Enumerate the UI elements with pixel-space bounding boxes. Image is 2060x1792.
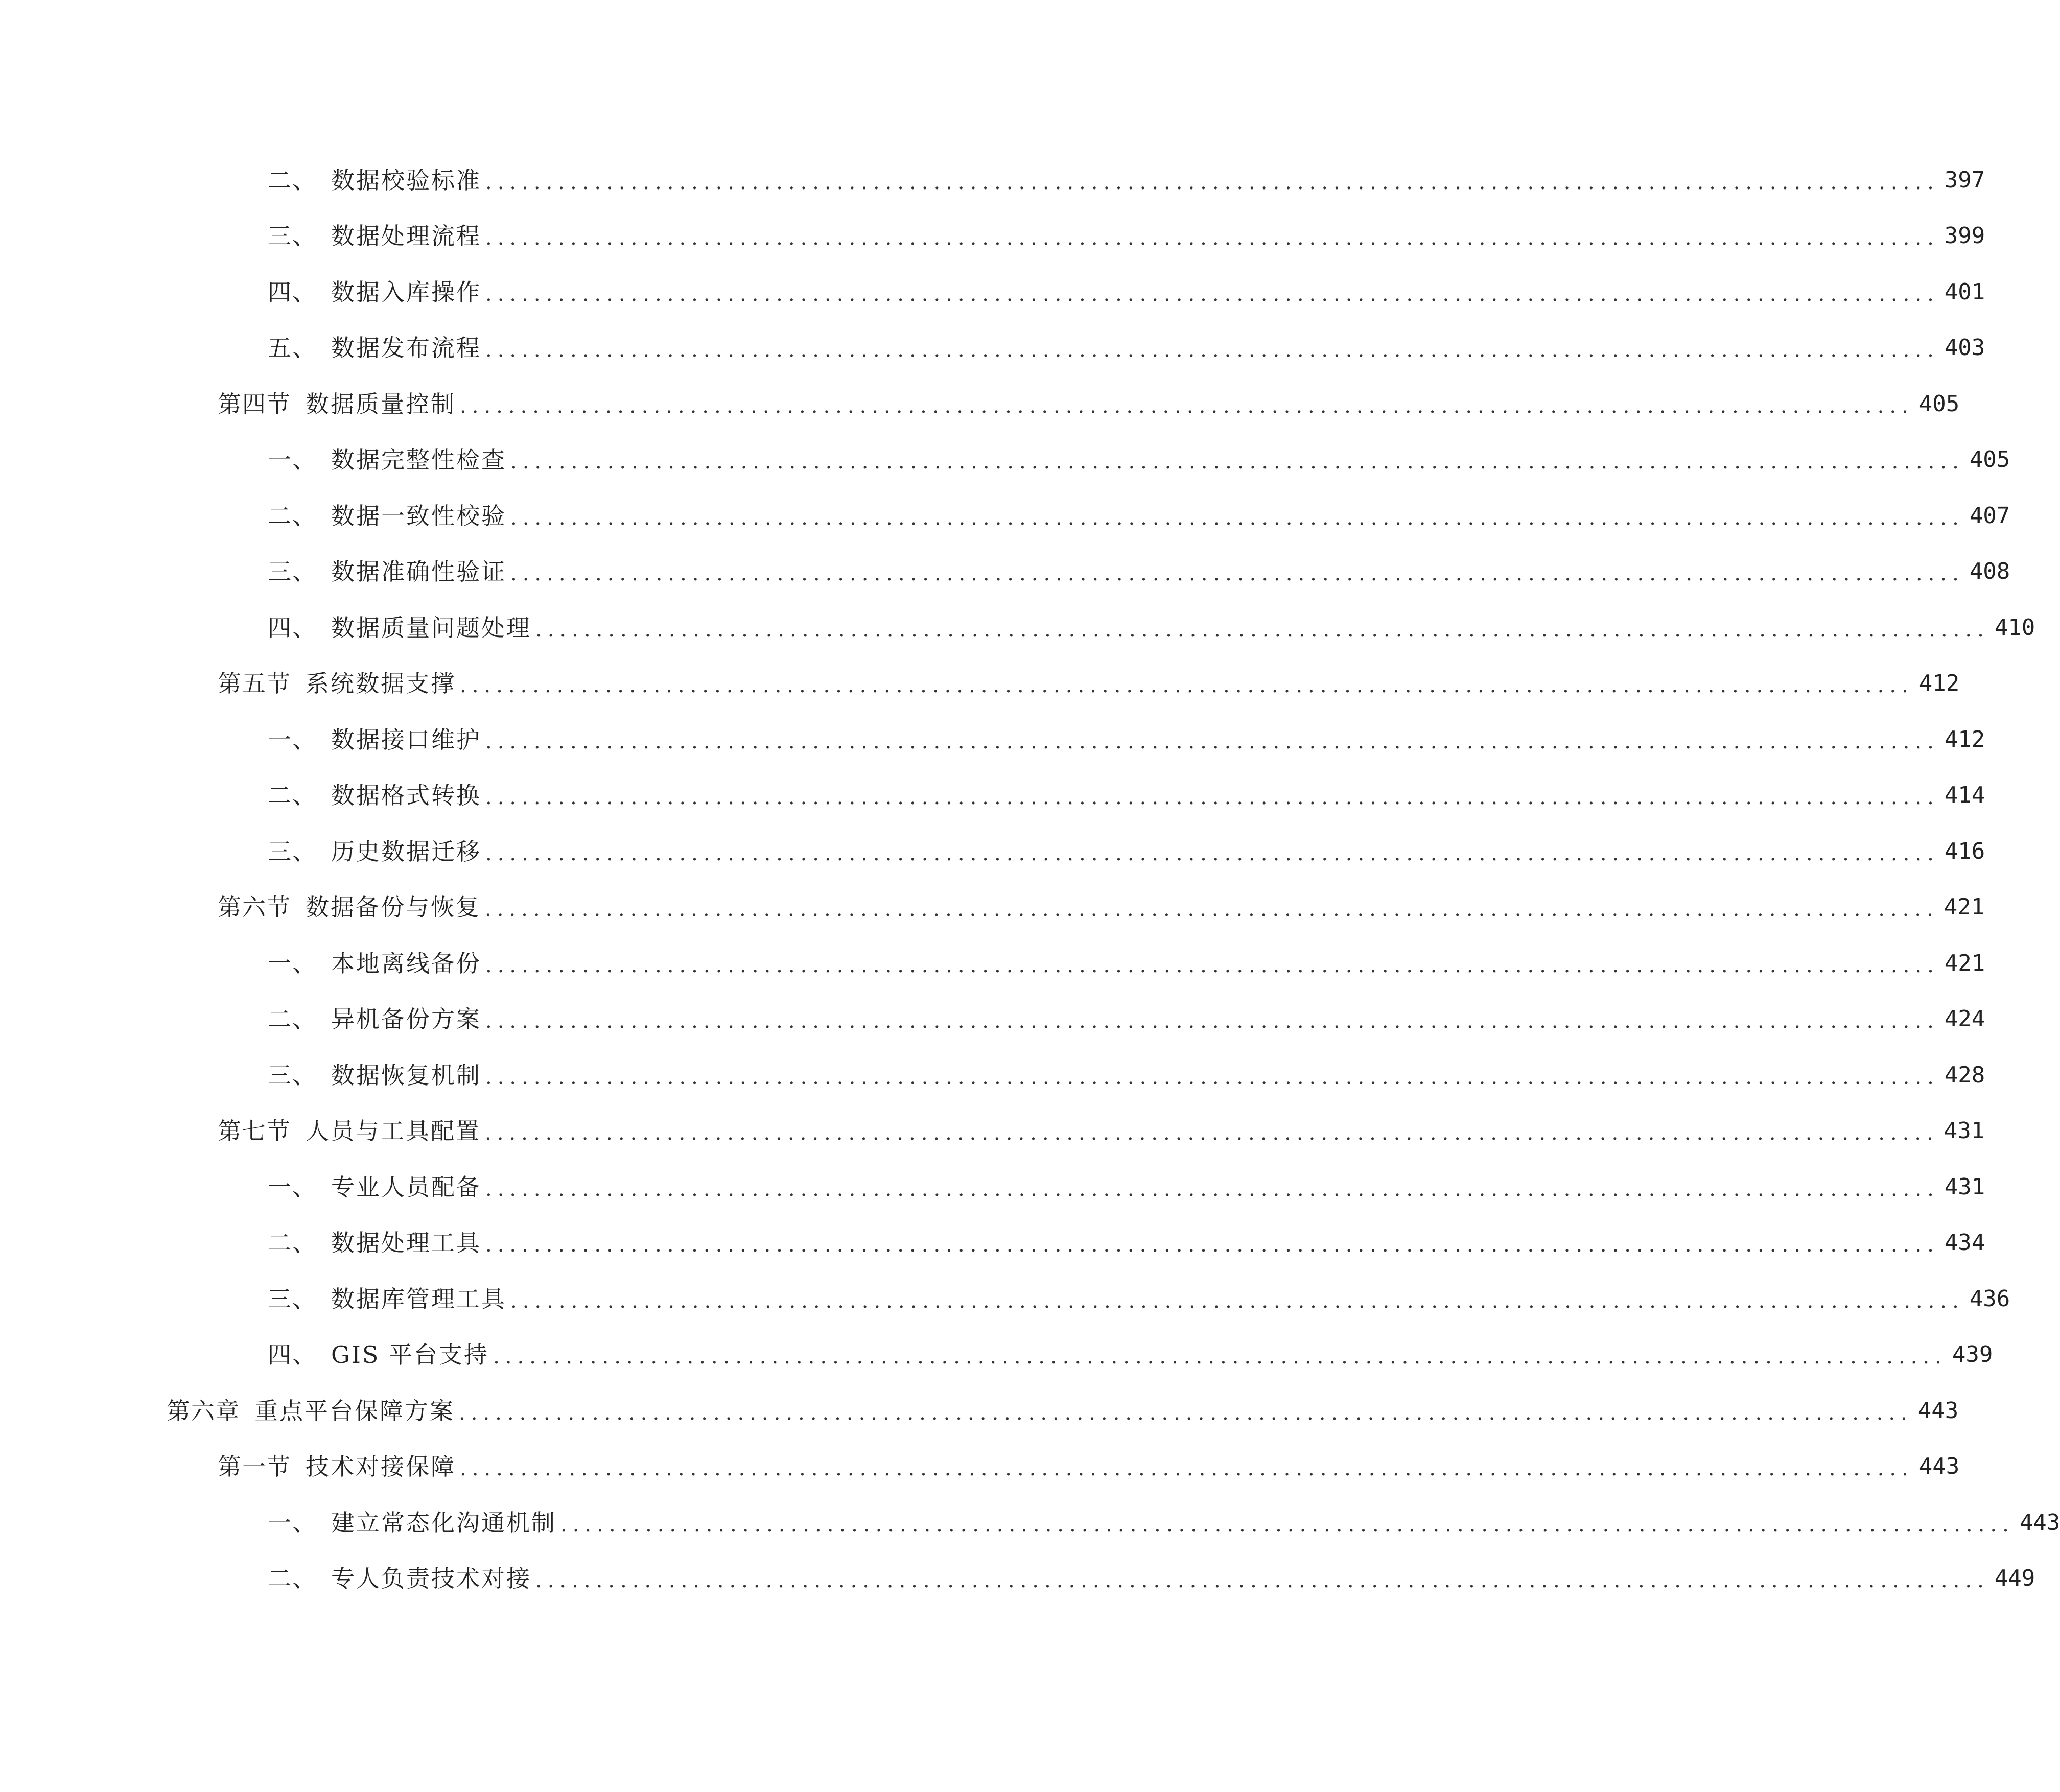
toc-entry-number: 第七节 [218,1117,291,1145]
toc-entry-number: 第六节 [218,893,291,922]
toc-entry-number: 二、 [268,1229,317,1257]
toc-entry[interactable] [0,376,1960,432]
toc-entry-number: 三、 [268,1285,317,1313]
toc-entry-title: 数据质量问题处理 [331,614,531,642]
toc-entry-page-number: 443 [2019,1509,2060,1536]
toc-entry-number: 四、 [268,278,317,306]
toc-dot-leader: ........................................................................................................................ [535,618,1989,642]
toc-entry[interactable] [0,208,1985,265]
toc-entry[interactable] [0,656,1960,712]
toc-entry-number: 五、 [268,334,317,362]
toc-entry-number: 一、 [268,1173,317,1201]
toc-entry-number: 一、 [268,725,317,753]
toc-dot-leader: ........................................................................................................................ [485,1065,1939,1089]
toc-dot-leader: ........................................................................................................................ [485,898,1939,922]
toc-entry-page-number: 401 [1944,278,1985,305]
toc-entry-number: 三、 [268,558,317,586]
toc-entry-title: 数据一致性校验 [331,502,506,530]
toc-entry-number: 第一节 [218,1453,291,1481]
toc-dot-leader: ........................................................................................................................ [460,1457,1914,1481]
toc-entry-page-number: 424 [1944,1006,1985,1032]
toc-entry-number: 第六章 [167,1397,240,1425]
toc-entry-page-number: 449 [1994,1565,2035,1592]
toc-entry-title: 系统数据支撑 [306,670,456,698]
toc-dot-leader: ........................................................................................................................ [485,282,1939,306]
toc-entry-page-number: 443 [1917,1397,1959,1424]
toc-dot-leader: ........................................................................................................................ [560,1513,2015,1537]
toc-entry-page-number: 434 [1944,1230,1985,1256]
toc-entry-number: 二、 [268,1565,317,1593]
toc-entry-page-number: 397 [1944,167,1985,193]
toc-entry[interactable] [0,432,2010,488]
toc-entry[interactable] [0,1215,1985,1271]
toc-dot-leader: ........................................................................................................................ [485,1233,1939,1257]
toc-entry[interactable] [0,1327,1993,1383]
toc-entry-title: 专人负责技术对接 [331,1565,531,1593]
table-of-contents [0,152,2060,1607]
toc-entry[interactable] [0,544,2010,600]
toc-dot-leader: ........................................................................................................................ [485,1121,1939,1145]
toc-entry-number: 三、 [268,837,317,865]
toc-entry-page-number: 428 [1944,1062,1985,1088]
toc-entry-title: 数据质量控制 [306,390,456,418]
toc-entry[interactable] [0,152,1985,208]
toc-dot-leader: ........................................................................................................................ [460,674,1914,698]
toc-entry-page-number: 439 [1952,1341,1993,1368]
toc-entry-number: 二、 [268,782,317,810]
toc-entry-number: 二、 [268,502,317,530]
toc-entry[interactable] [0,1551,2035,1607]
toc-entry-page-number: 399 [1944,223,1985,249]
toc-entry[interactable] [0,488,2010,544]
toc-dot-leader: ........................................................................................................................ [535,1569,1989,1593]
toc-entry-page-number: 421 [1944,894,1985,921]
toc-entry-page-number: 407 [1969,502,2010,529]
toc-entry[interactable] [0,600,2035,656]
toc-entry-title: 建立常态化沟通机制 [331,1508,556,1537]
toc-entry[interactable] [0,712,1985,768]
toc-dot-leader: ........................................................................................................................ [485,1177,1939,1201]
toc-entry-title: 数据发布流程 [331,334,481,362]
toc-entry-title: 数据完整性检查 [331,446,506,474]
toc-entry-title: 人员与工具配置 [306,1117,481,1145]
toc-dot-leader: ........................................................................................................................ [485,786,1939,810]
toc-entry-number: 四、 [268,1341,317,1369]
toc-dot-leader: ........................................................................................................................ [460,394,1914,418]
toc-entry[interactable] [0,992,1985,1048]
toc-entry-title: 数据入库操作 [331,278,481,306]
toc-entry-number: 一、 [268,949,317,977]
toc-entry-title: 数据处理流程 [331,222,481,250]
toc-entry-number: 一、 [268,1508,317,1537]
toc-entry-title: 数据处理工具 [331,1229,481,1257]
toc-entry-title: 历史数据迁移 [331,837,481,865]
toc-dot-leader: ........................................................................................................................ [485,841,1939,865]
toc-entry-number: 四、 [268,614,317,642]
toc-entry[interactable] [0,1159,1985,1215]
toc-entry[interactable] [0,320,1985,376]
toc-entry[interactable] [0,1383,1959,1439]
toc-entry-page-number: 412 [1944,726,1985,752]
toc-entry-title: 数据校验标准 [331,166,481,194]
toc-entry-title: 数据恢复机制 [331,1061,481,1089]
toc-entry-title: 数据备份与恢复 [306,893,481,922]
toc-entry-page-number: 431 [1944,1173,1985,1200]
toc-dot-leader: ........................................................................................................................ [510,1289,1964,1313]
toc-entry[interactable] [0,880,1985,936]
toc-entry-number: 二、 [268,166,317,194]
toc-dot-leader: ........................................................................................................................ [485,953,1939,977]
toc-entry-title: 重点平台保障方案 [254,1397,455,1425]
toc-entry-page-number: 410 [1994,614,2035,641]
toc-entry[interactable] [0,935,1985,992]
toc-entry[interactable] [0,1047,1985,1103]
toc-entry-title: 异机备份方案 [331,1005,481,1033]
toc-dot-leader: ........................................................................................................................ [485,729,1939,753]
toc-entry-page-number: 408 [1969,558,2010,585]
toc-dot-leader: ........................................................................................................................ [485,170,1939,194]
toc-dot-leader: ........................................................................................................................ [485,338,1939,362]
toc-entry-title: 技术对接保障 [306,1453,456,1481]
toc-entry-page-number: 412 [1918,670,1960,697]
toc-entry-page-number: 436 [1969,1285,2010,1312]
toc-entry-number: 第四节 [218,390,291,418]
toc-entry[interactable] [0,1495,2060,1551]
toc-dot-leader: ........................................................................................................................ [485,1009,1939,1033]
toc-entry[interactable] [0,768,1985,824]
toc-entry-title: GIS 平台支持 [331,1341,489,1369]
toc-dot-leader: ........................................................................................................................ [485,226,1939,250]
toc-dot-leader: ........................................................................................................................ [459,1401,1913,1425]
toc-entry-page-number: 405 [1969,446,2010,473]
toc-entry-page-number: 443 [1918,1453,1960,1480]
toc-entry-title: 数据准确性验证 [331,558,506,586]
toc-entry[interactable] [0,1271,2010,1327]
toc-dot-leader: ........................................................................................................................ [510,450,1964,474]
toc-dot-leader: ........................................................................................................................ [510,506,1964,530]
toc-entry-page-number: 414 [1944,782,1985,809]
toc-entry-number: 二、 [268,1005,317,1033]
toc-entry-page-number: 416 [1944,838,1985,864]
toc-dot-leader: ........................................................................................................................ [493,1345,1947,1369]
toc-entry-title: 数据库管理工具 [331,1285,506,1313]
toc-entry-title: 数据接口维护 [331,725,481,753]
toc-entry-number: 第五节 [218,670,291,698]
toc-dot-leader: ........................................................................................................................ [510,562,1964,586]
toc-entry-title: 专业人员配备 [331,1173,481,1201]
toc-entry-number: 三、 [268,222,317,250]
toc-entry-title: 数据格式转换 [331,782,481,810]
toc-entry[interactable] [0,823,1985,880]
toc-entry[interactable] [0,1103,1985,1160]
toc-entry-page-number: 405 [1918,390,1960,417]
toc-entry[interactable] [0,264,1985,320]
toc-entry[interactable] [0,1439,1960,1495]
toc-entry-page-number: 403 [1944,335,1985,361]
toc-entry-title: 本地离线备份 [331,949,481,977]
toc-entry-number: 一、 [268,446,317,474]
toc-entry-page-number: 431 [1944,1118,1985,1144]
toc-entry-number: 三、 [268,1061,317,1089]
toc-entry-page-number: 421 [1944,950,1985,976]
